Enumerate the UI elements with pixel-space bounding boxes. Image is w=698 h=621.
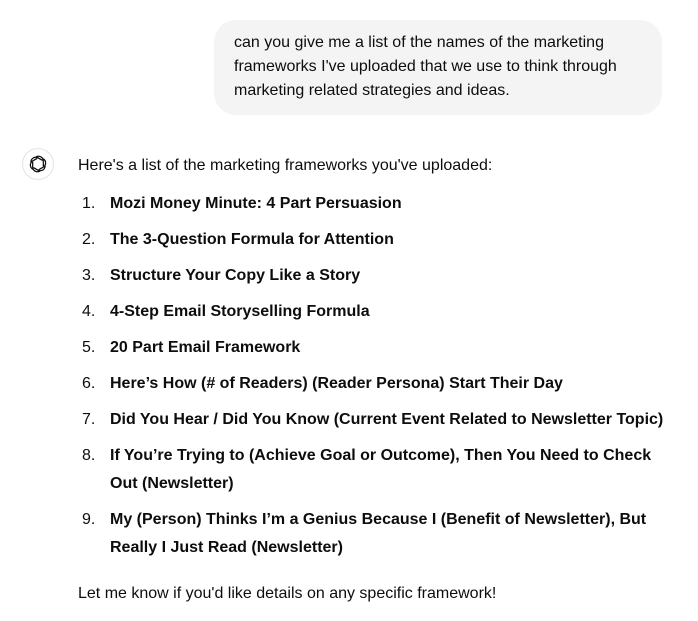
framework-list [78, 190, 678, 562]
list-item [78, 190, 678, 218]
list-item [78, 262, 678, 290]
list-item-number: 1. [82, 195, 96, 212]
list-item-name: Here’s How (# of Readers) (Reader Persona) Start Their Day [110, 375, 563, 392]
list-item-number: 7. [82, 411, 96, 428]
list-item-name: Structure Your Copy Like a Story [110, 267, 361, 284]
list-item [78, 506, 678, 562]
user-message-row [0, 20, 662, 115]
list-item [78, 298, 678, 326]
assistant-outro-text: Let me know if you'd like details on any specific framework! [78, 585, 497, 602]
list-item-number: 3. [82, 267, 96, 284]
list-item-name: 4-Step Email Storyselling Formula [110, 303, 370, 320]
assistant-avatar [22, 148, 54, 180]
list-item-number: 5. [82, 339, 96, 356]
list-item [78, 334, 678, 362]
list-item-name: The 3-Question Formula for Attention [110, 231, 394, 248]
openai-logo-icon [28, 154, 48, 174]
list-item-name: If You’re Trying to (Achieve Goal or Outcome), Then You Need to Check Out (Newsletter) [110, 447, 652, 492]
list-item-name: Did You Hear / Did You Know (Current Event Related to Newsletter Topic) [110, 411, 664, 428]
list-item-number: 8. [82, 447, 96, 464]
list-item-number: 6. [82, 375, 96, 392]
list-item-number: 4. [82, 303, 96, 320]
list-item-number: 2. [82, 231, 96, 248]
list-item-name: Mozi Money Minute: 4 Part Persuasion [110, 195, 402, 212]
assistant-message-content [78, 154, 678, 606]
user-message-bubble: can you give me a list of the names of the marketing frameworks I've uploaded that we use to think through marketing related strategies and ideas. [214, 20, 662, 115]
list-item-name: My (Person) Thinks I’m a Genius Because I (Benefit of Newsletter), But Really I Just Read (Newsletter) [110, 511, 647, 556]
list-item [78, 406, 678, 434]
list-item-name: 20 Part Email Framework [110, 339, 301, 356]
list-item [78, 370, 678, 398]
list-item [78, 226, 678, 254]
assistant-intro-text: Here's a list of the marketing frameworks you've uploaded: [78, 157, 493, 174]
list-item-number: 9. [82, 511, 96, 528]
list-item [78, 442, 678, 498]
